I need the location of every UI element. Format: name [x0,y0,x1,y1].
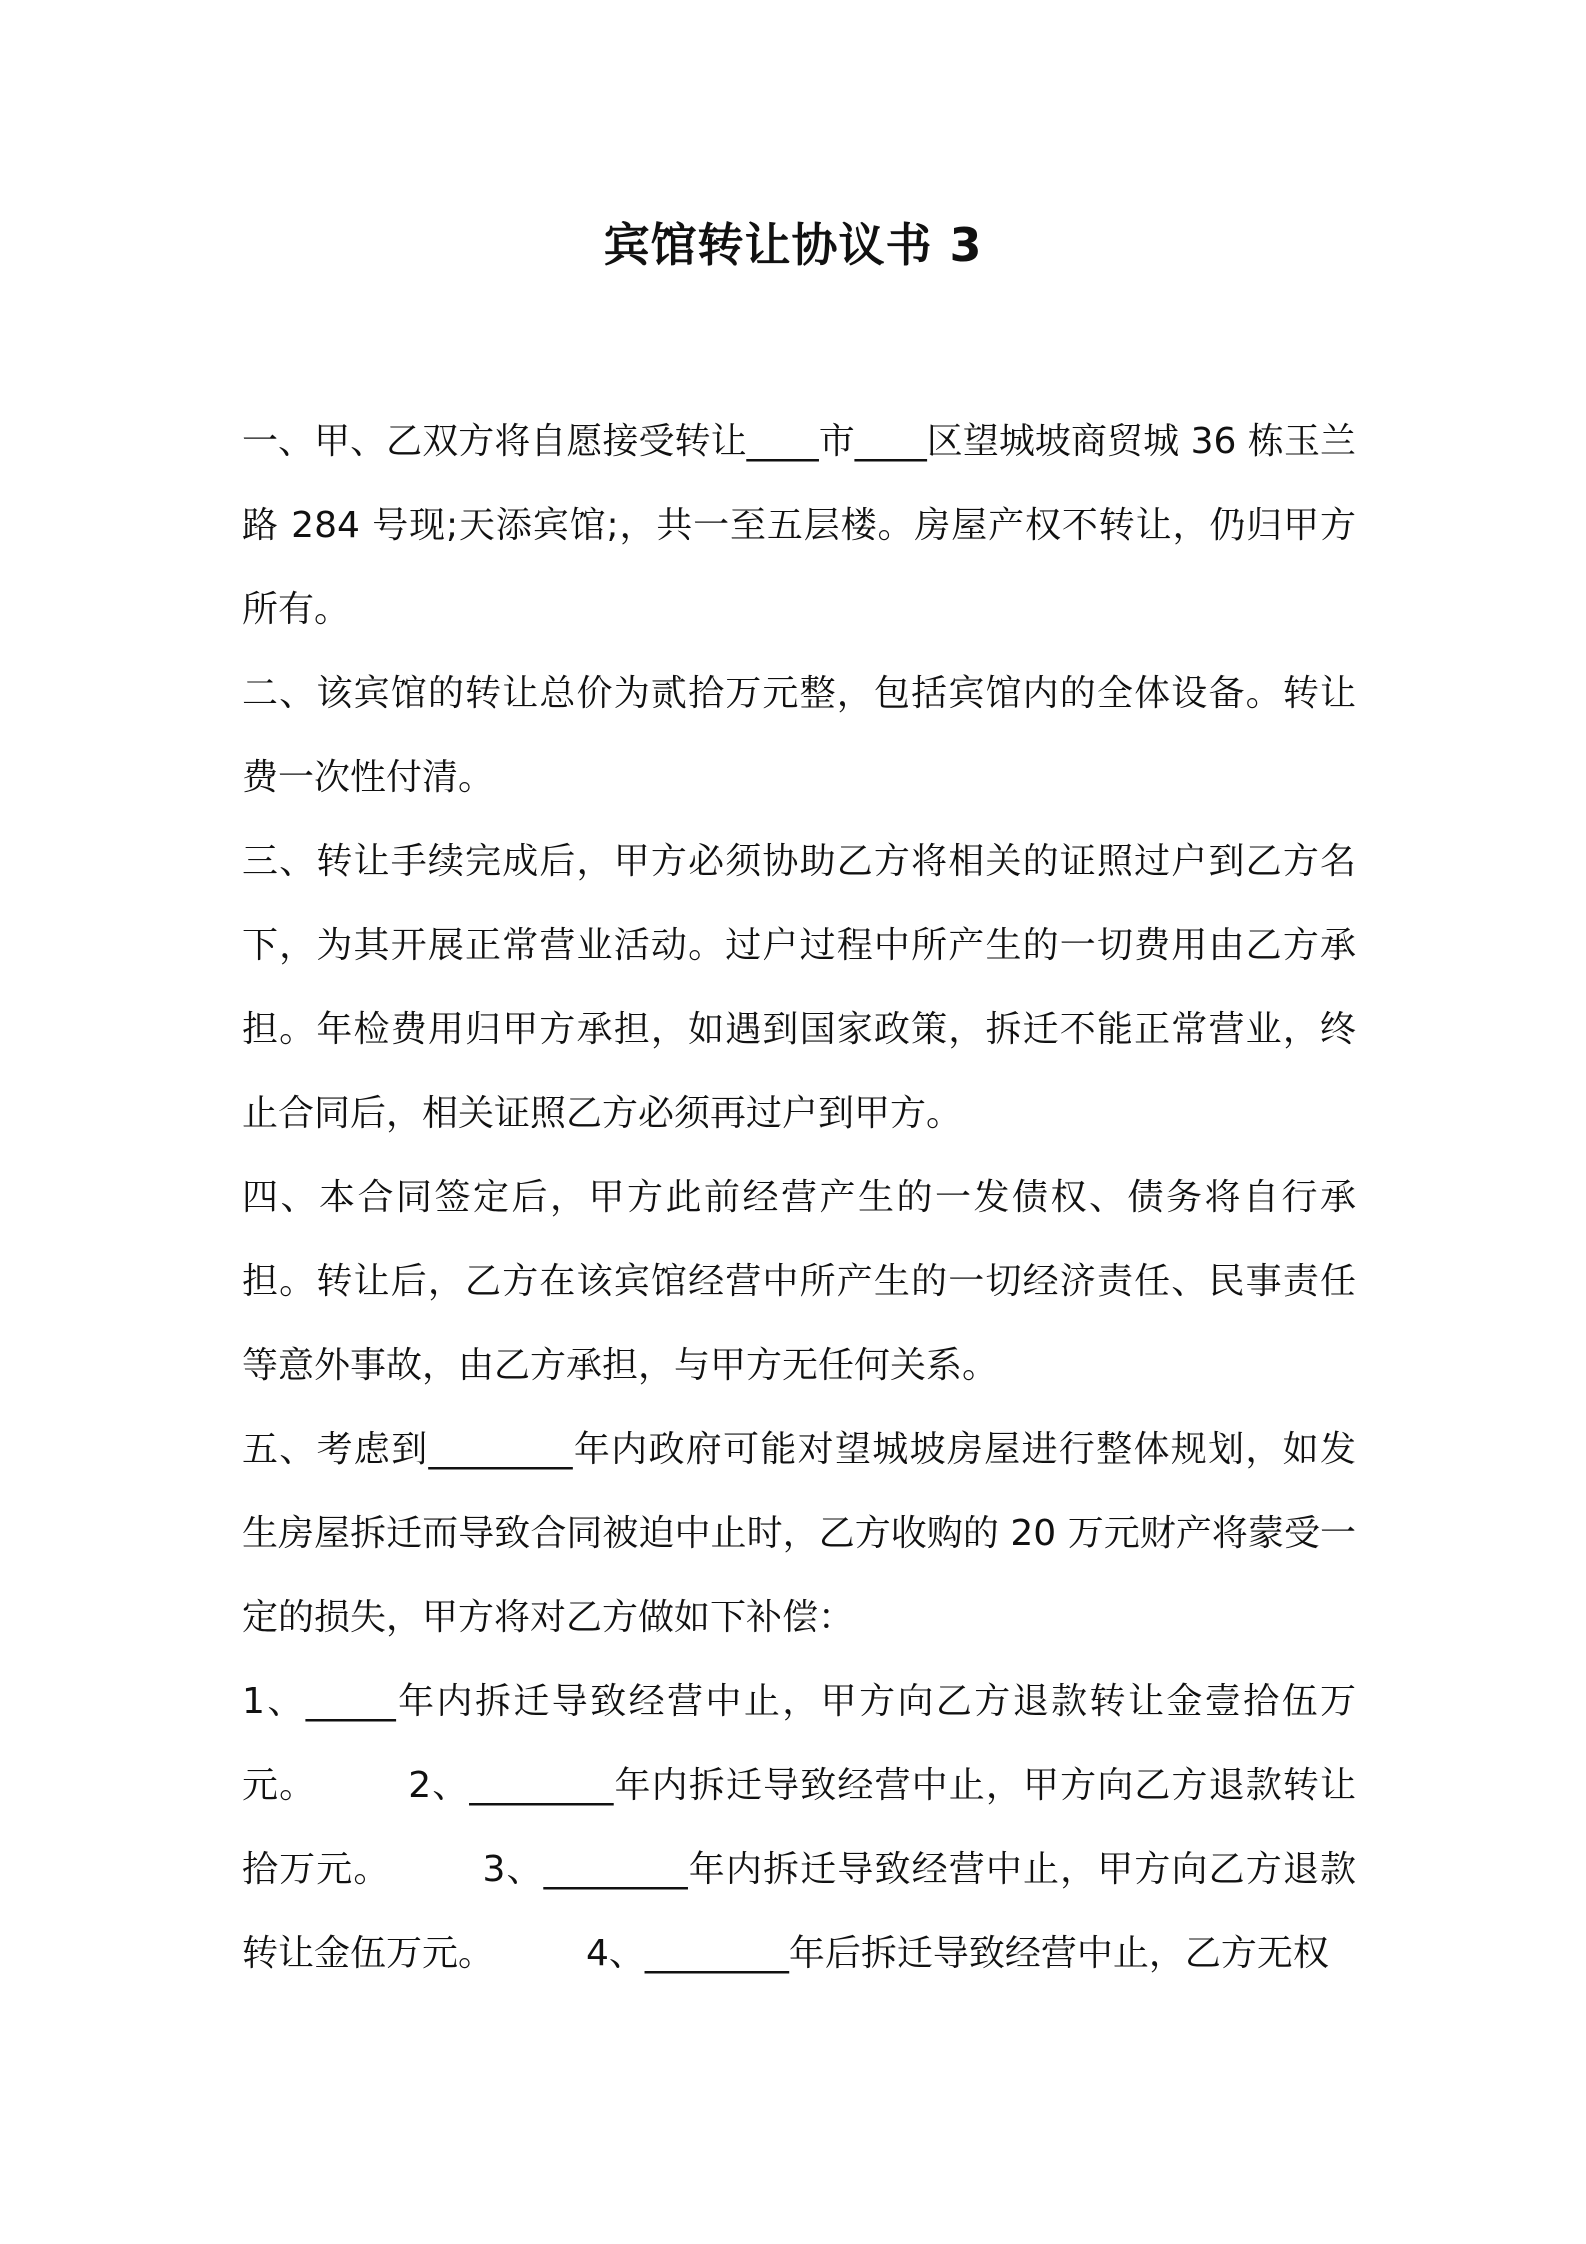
compensation-item-2: 2、________年内拆迁导致经营中止，甲方向乙方退款转让拾万元。 [242,1765,1356,1890]
document-title: 宾馆转让协议书 3 [603,218,983,272]
clause-2: 二、该宾馆的转让总价为贰拾万元整，包括宾馆内的全体设备。转让费一次性付清。 [242,673,1356,798]
compensation-item-1: 1、_____年内拆迁导致经营中止，甲方向乙方退款转让金壹拾伍万元。 [242,1681,1356,1806]
clause-1: 一、甲、乙双方将自愿接受转让____市____区望城坡商贸城 36 栋玉兰路 284 号现;天添宾馆;，共一至五层楼。房屋产权不转让，仍归甲方所有。 [242,421,1356,630]
document-body [242,400,1356,1996]
compensation-item-4: 4、________年后拆迁导致经营中止，乙方无权 [586,1933,1329,1974]
compensation-item-3: 3、________年内拆迁导致经营中止，甲方向乙方退款转让金伍万元。 [242,1849,1356,1974]
compensation-list [242,1660,1356,1996]
clause-5: 五、考虑到________年内政府可能对望城坡房屋进行整体规划，如发生房屋拆迁而导致合同被迫中止时，乙方收购的 20 万元财产将蒙受一定的损失，甲方将对乙方做如下补偿： [242,1429,1356,1638]
clause-3: 三、转让手续完成后，甲方必须协助乙方将相关的证照过户到乙方名下，为其开展正常营业活动。过户过程中所产生的一切费用由乙方承担。年检费用归甲方承担，如遇到国家政策，拆迁不能正常营业，终止合同后，相关证照乙方必须再过户到甲方。 [242,841,1356,1134]
clause-4: 四、本合同签定后，甲方此前经营产生的一发债权、债务将自行承担。转让后，乙方在该宾馆经营中所产生的一切经济责任、民事责任等意外事故，由乙方承担，与甲方无任何关系。 [242,1177,1356,1386]
